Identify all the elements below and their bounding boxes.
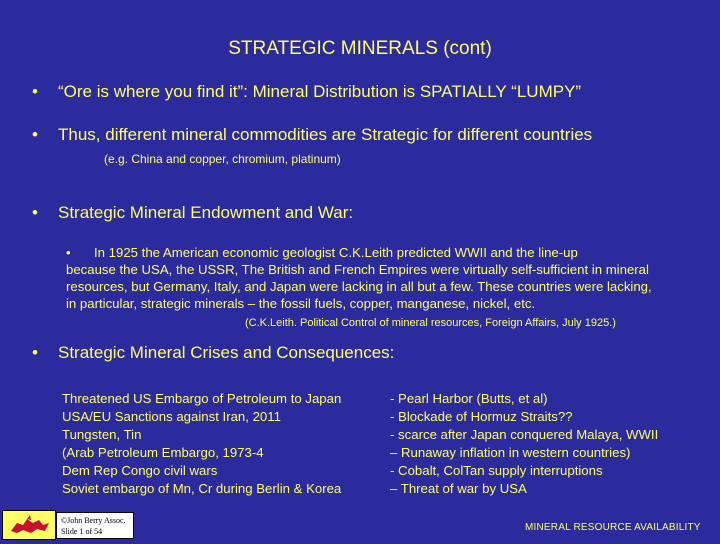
bullet-text: Strategic Mineral Crises and Consequences: [58, 343, 395, 362]
consequence-item: – Threat of war by USA [390, 481, 527, 496]
slide-title: STRATEGIC MINERALS (cont) [228, 38, 492, 59]
bullet-text: Thus, different mineral commodities are Strategic for different countries [58, 125, 593, 144]
bullet-crises [32, 343, 394, 363]
crisis-item: Dem Rep Congo civil wars [62, 463, 218, 478]
slide-number: Slide 1 of 54 [61, 527, 103, 536]
dragon-logo-icon [2, 510, 56, 540]
bullet-strategic-differs [32, 125, 592, 145]
bullet-sub-example: (e.g. China and copper, chromium, platinum) [104, 152, 341, 166]
copyright-box [56, 512, 134, 539]
paragraph-line: because the USA, the USSR, The British and French Empires were virtually self-sufficient in mineral [66, 262, 649, 277]
consequence-item: - scarce after Japan conquered Malaya, WWII [390, 427, 659, 442]
footer-title: MINERAL RESOURCE AVAILABILITY [525, 522, 701, 533]
paragraph-line: • In 1925 the American economic geologist C.K.Leith predicted WWII and the line-up [66, 245, 578, 260]
bullet-marker: • [32, 203, 38, 222]
consequence-item: – Runaway inflation in western countries) [390, 445, 631, 460]
crisis-item: Soviet embargo of Mn, Cr during Berlin & Korea [62, 481, 342, 496]
bullet-endowment-war [32, 203, 353, 223]
bullet-marker: • [32, 125, 38, 144]
crisis-item: Tungsten, Tin [62, 427, 142, 442]
paragraph-line: resources, but Germany, Italy, and Japan were lacking in all but a few. These countries were lacking, [66, 279, 652, 294]
crisis-item: (Arab Petroleum Embargo, 1973-4 [62, 445, 264, 460]
bullet-marker: • [32, 82, 38, 101]
consequences-list [390, 390, 658, 498]
citation: (C.K.Leith. Political Control of mineral resources, Foreign Affairs, July 1925.) [245, 317, 616, 329]
bullet-text: “Ore is where you find it”: Mineral Distribution is SPATIALLY “LUMPY” [58, 82, 582, 101]
crisis-item: USA/EU Sanctions against Iran, 2011 [62, 409, 281, 424]
bullet-ore-distribution [32, 82, 581, 102]
leith-paragraph [66, 244, 706, 312]
crisis-item: Threatened US Embargo of Petroleum to Japan [62, 391, 342, 406]
bullet-text: Strategic Mineral Endowment and War: [58, 203, 354, 222]
consequence-item: - Pearl Harbor (Butts, et al) [390, 391, 548, 406]
crises-list [62, 390, 341, 498]
consequence-item: - Blockade of Hormuz Straits?? [390, 409, 573, 424]
paragraph-line: in particular, strategic minerals – the fossil fuels, copper, manganese, nickel, etc. [66, 296, 536, 311]
copyright-text: ©John Berry Assoc. [61, 516, 126, 525]
sub-bullet-marker: • [66, 245, 71, 260]
consequence-item: - Cobalt, ColTan supply interruptions [390, 463, 603, 478]
bullet-marker: • [32, 343, 38, 362]
